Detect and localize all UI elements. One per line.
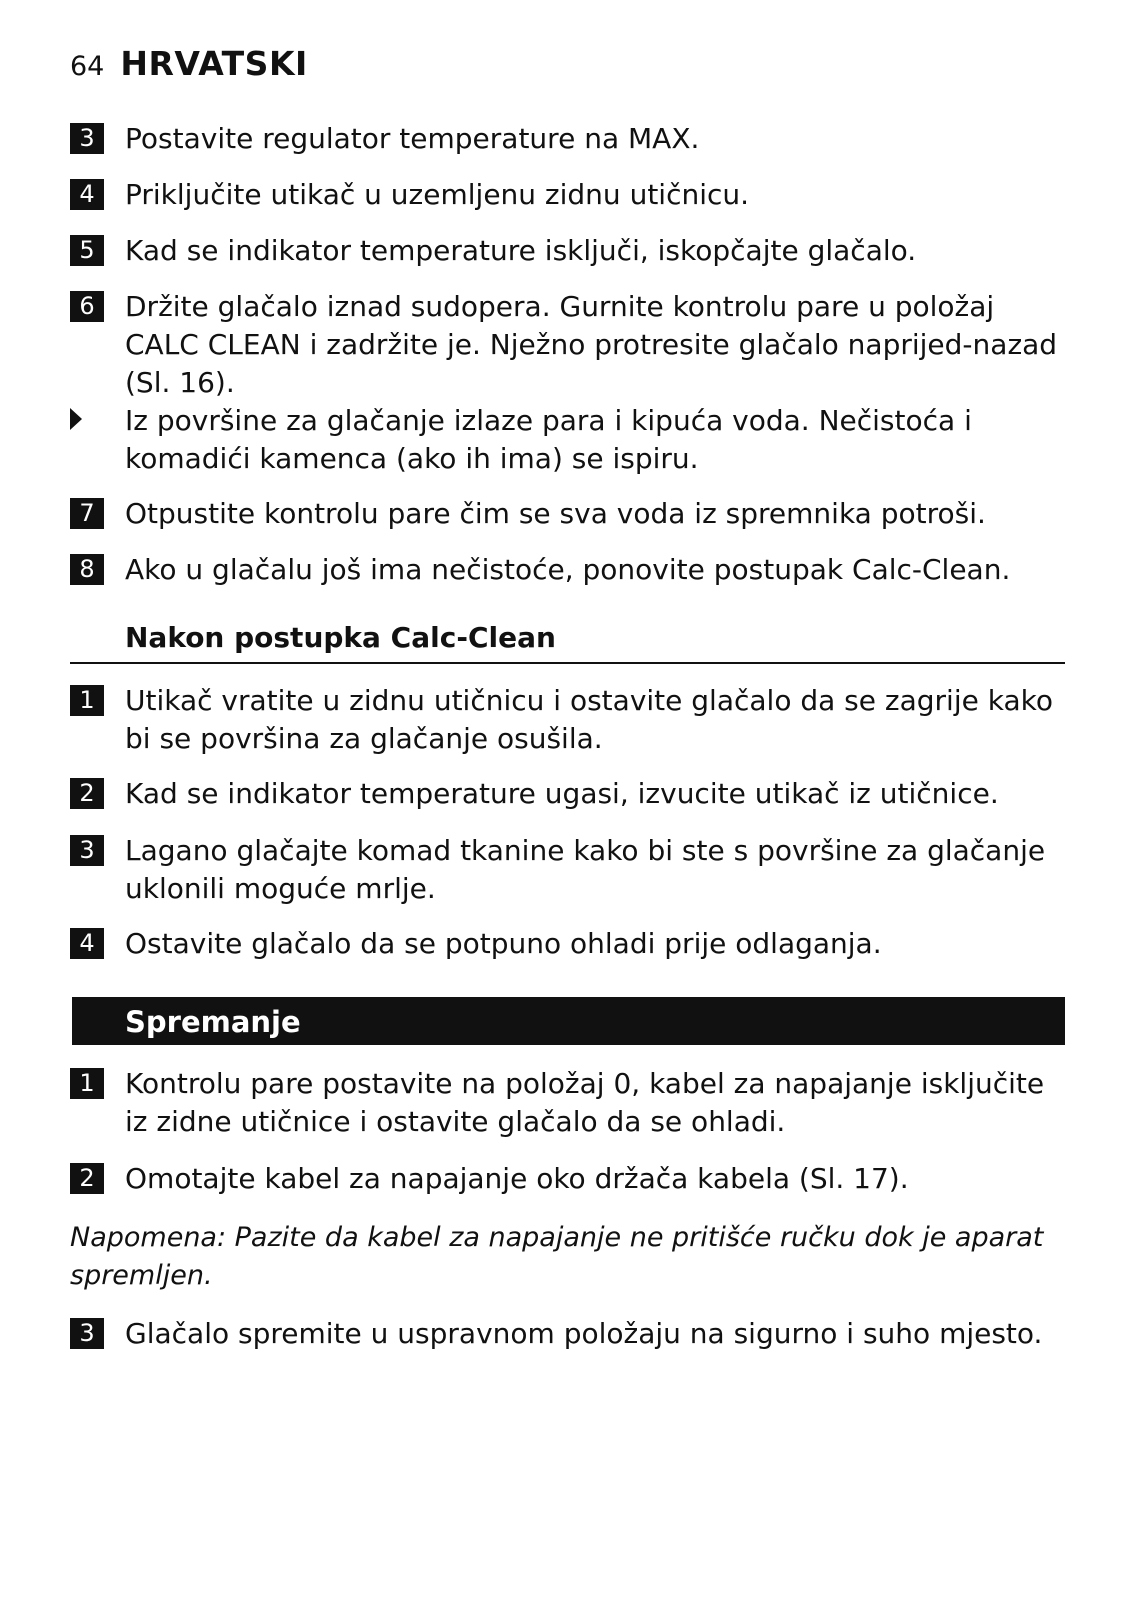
result-arrow-icon [70, 408, 82, 430]
result-bullet-item [70, 402, 1065, 478]
step-item [70, 1065, 1065, 1141]
step-number: 3 [70, 123, 104, 154]
step-number: 3 [70, 835, 104, 866]
step-number: 4 [70, 928, 104, 959]
subsection-heading [70, 620, 1065, 664]
page-number: 64 [70, 51, 105, 82]
step-text: Kontrolu pare postavite na položaj 0, kabel za napajanje isključite iz zidne utičnice i ostavite glačalo da se ohladi. [125, 1067, 1045, 1138]
subsection-title: Nakon postupka Calc-Clean [125, 621, 556, 654]
step-item [70, 120, 1065, 158]
page-header [70, 44, 308, 83]
step-item [70, 551, 1065, 589]
step-number: 1 [70, 1068, 104, 1099]
step-text: Kad se indikator temperature ugasi, izvucite utikač iz utičnice. [125, 777, 999, 810]
step-item [70, 775, 1065, 813]
step-text: Priključite utikač u uzemljenu zidnu utičnicu. [125, 178, 750, 211]
step-number: 2 [70, 1163, 104, 1194]
step-item [70, 925, 1065, 963]
step-number: 2 [70, 778, 104, 809]
note-text: Napomena: Pazite da kabel za napajanje ne pritišće ručku dok je aparat spremljen. [70, 1222, 1044, 1291]
language-title: HRVATSKI [120, 44, 308, 83]
bullet-text: Iz površine za glačanje izlaze para i kipuća voda. Nečistoća i komadići kamenca (ako ih ima) se ispiru. [125, 404, 972, 475]
step-text: Postavite regulator temperature na MAX. [125, 122, 700, 155]
step-number: 1 [70, 685, 104, 716]
step-item [70, 832, 1065, 908]
step-number: 6 [70, 291, 104, 322]
section-title: Spremanje [125, 1005, 301, 1039]
step-item [70, 495, 1065, 533]
step-item [70, 1315, 1065, 1353]
step-text: Ostavite glačalo da se potpuno ohladi prije odlaganja. [125, 927, 882, 960]
step-text: Ako u glačalu još ima nečistoće, ponovite postupak Calc-Clean. [125, 553, 1011, 586]
step-text: Kad se indikator temperature isključi, iskopčajte glačalo. [125, 234, 917, 267]
step-item [70, 176, 1065, 214]
section-heading-bar [72, 997, 1065, 1045]
step-item [70, 232, 1065, 270]
step-text: Utikač vratite u zidnu utičnicu i ostavite glačalo da se zagrije kako bi se površina za glačanje osušila. [125, 684, 1053, 755]
step-number: 8 [70, 554, 104, 585]
step-text: Držite glačalo iznad sudopera. Gurnite kontrolu pare u položaj CALC CLEAN i zadržite je. Nježno protresite glačalo naprijed-nazad (Sl. 16). [125, 290, 1058, 399]
step-number: 5 [70, 235, 104, 266]
step-item [70, 288, 1065, 402]
step-text: Lagano glačajte komad tkanine kako bi ste s površine za glačanje uklonili moguće mrlje. [125, 834, 1046, 905]
step-number: 3 [70, 1318, 104, 1349]
step-item [70, 682, 1065, 758]
step-number: 7 [70, 498, 104, 529]
step-item [70, 1160, 1065, 1198]
step-text: Glačalo spremite u uspravnom položaju na sigurno i suho mjesto. [125, 1317, 1043, 1350]
step-number: 4 [70, 179, 104, 210]
step-text: Otpustite kontrolu pare čim se sva voda iz spremnika potroši. [125, 497, 986, 530]
step-text: Omotajte kabel za napajanje oko držača kabela (Sl. 17). [125, 1162, 909, 1195]
